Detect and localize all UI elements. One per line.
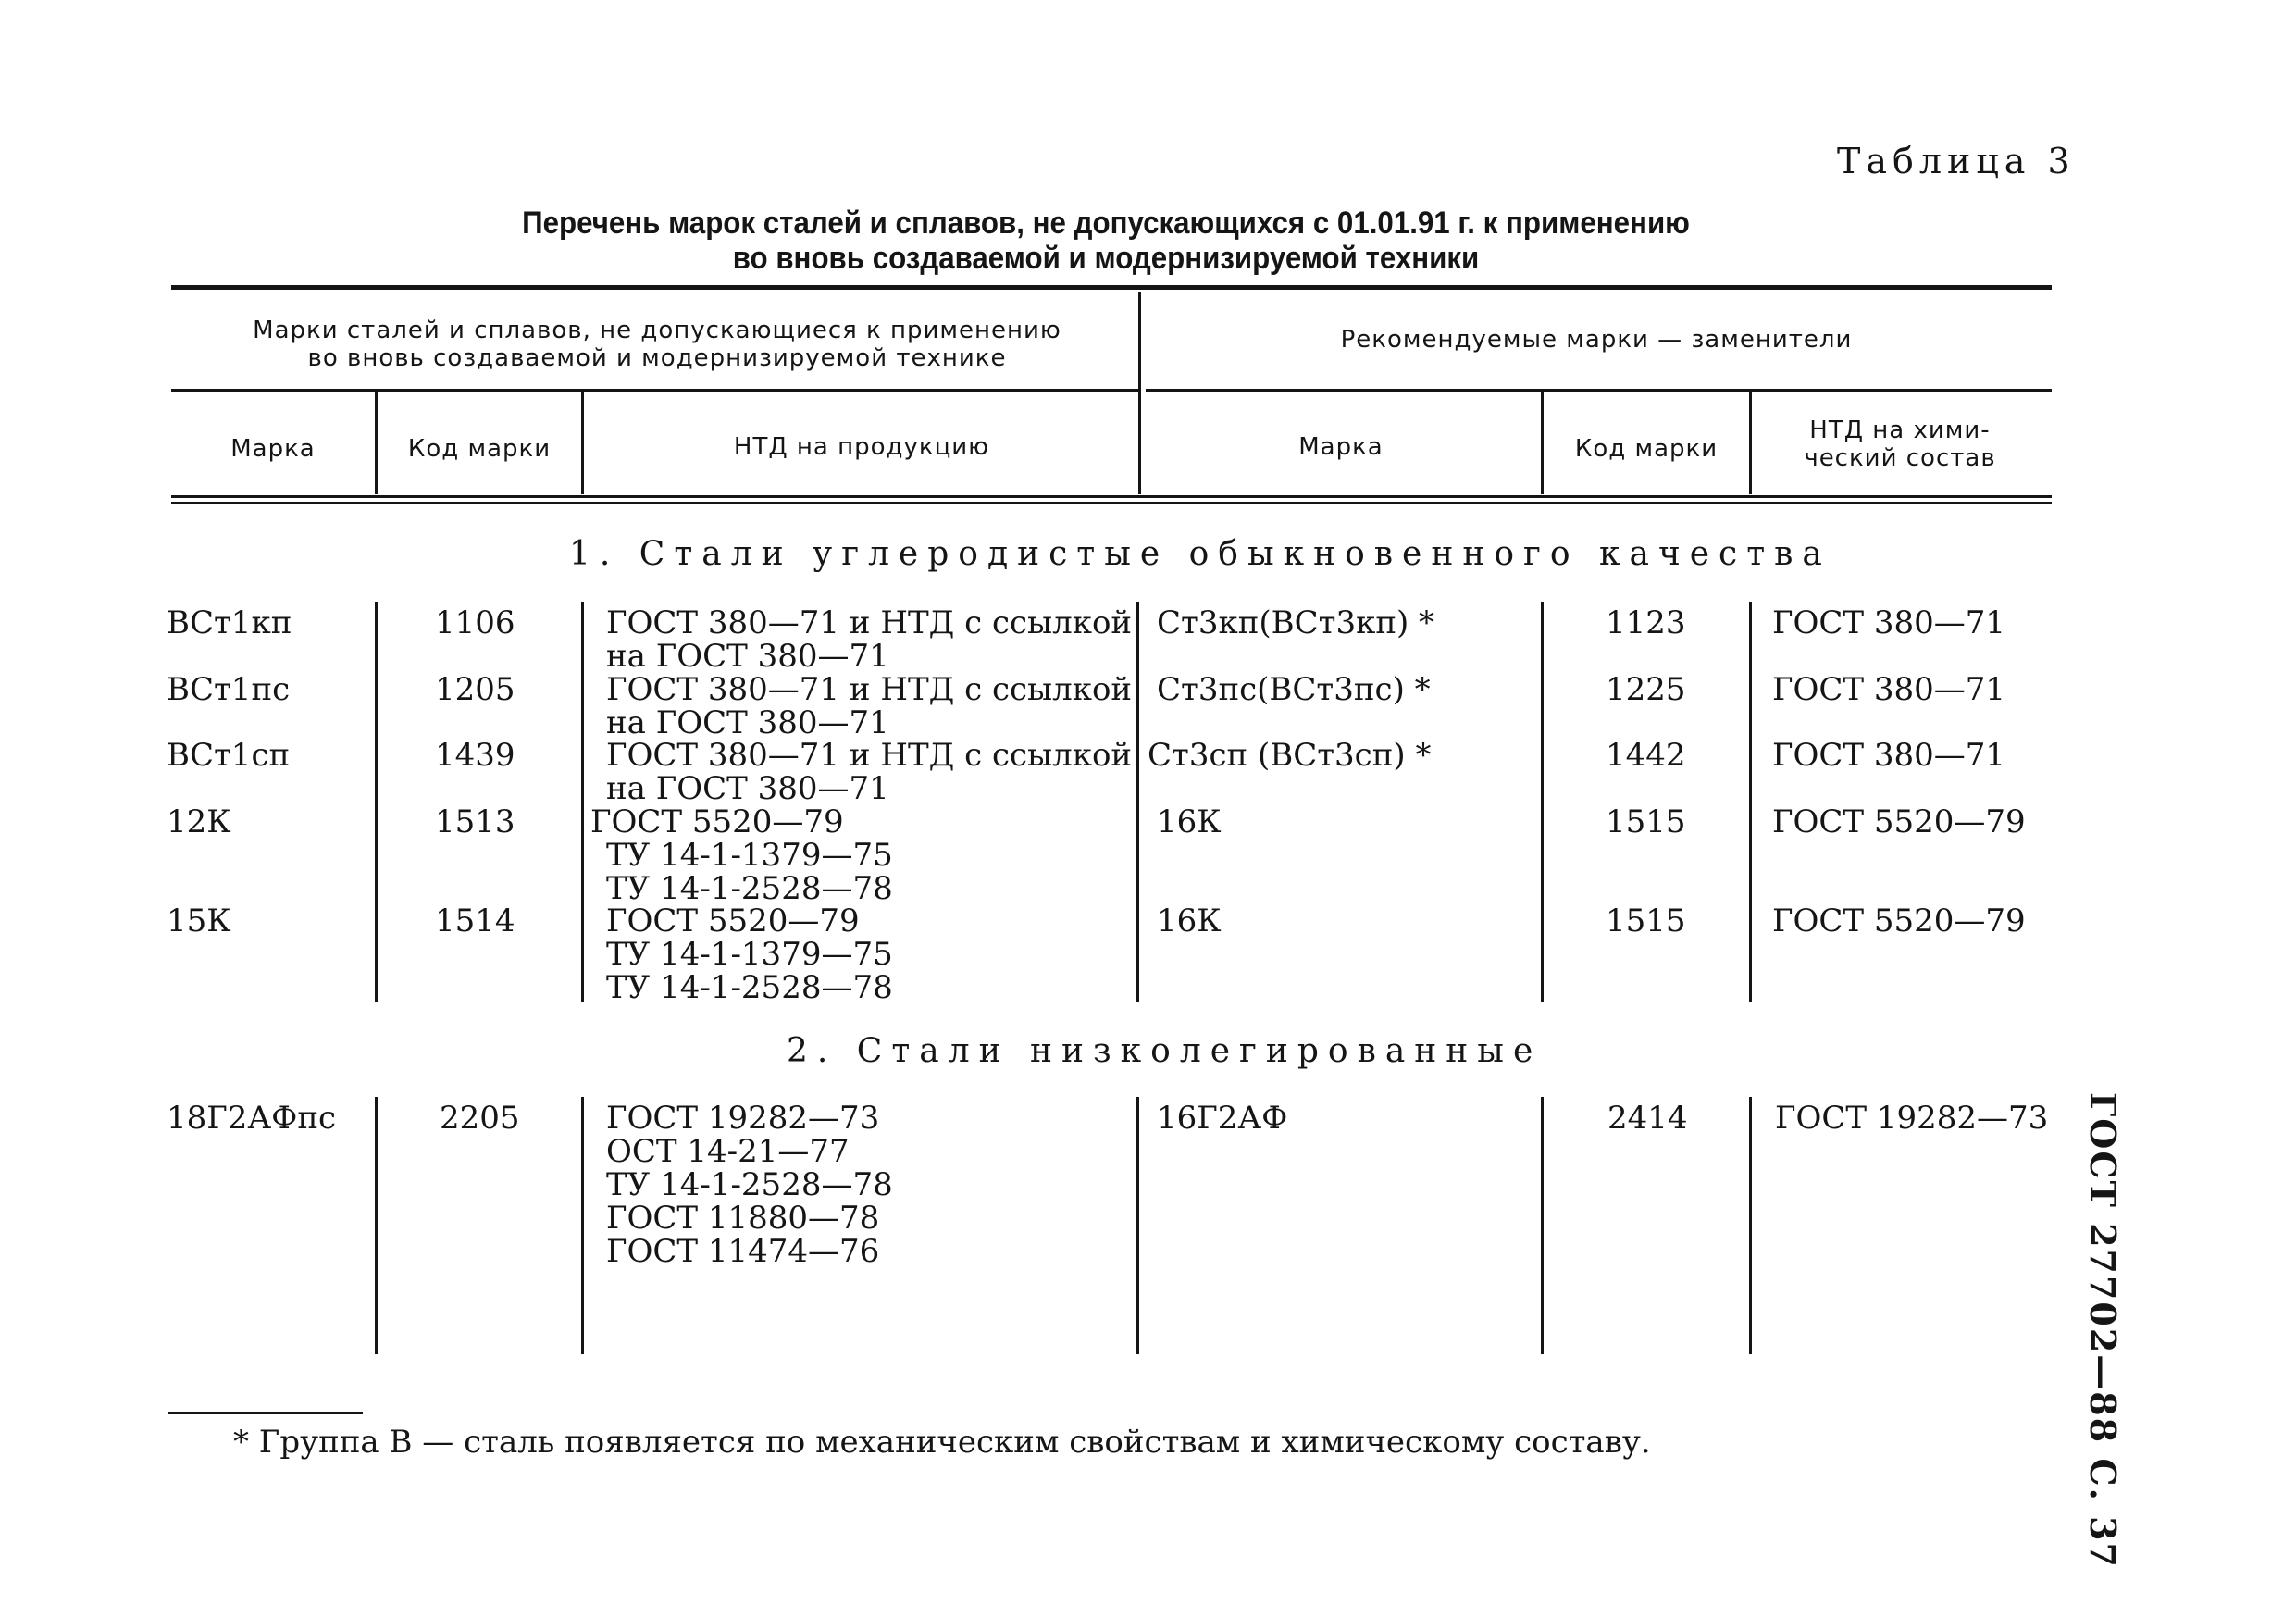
header-bottom-rule xyxy=(171,495,2052,498)
table-row-2-ntd-line-2: на ГОСТ 380—71 xyxy=(606,704,889,741)
table-row-1-mark: ВСт1кп xyxy=(167,604,292,641)
body1-vline-1 xyxy=(375,602,378,1002)
table-row-2-rec-code: 1225 xyxy=(1606,671,1686,708)
table-row-1-rec-code: 1123 xyxy=(1606,604,1686,641)
table-row-3-ntd-line-2: на ГОСТ 380—71 xyxy=(606,770,889,807)
body2-vline-4 xyxy=(1541,1097,1544,1354)
table-row-2-mark: ВСт1пс xyxy=(167,671,291,708)
body2-vline-1 xyxy=(375,1097,378,1354)
table-row-4-ntd-line-2: ТУ 14-1-1379—75 xyxy=(606,837,893,874)
table-row-5-ntd-line-2: ТУ 14-1-1379—75 xyxy=(606,936,893,973)
table-row-2-rec-ntd: ГОСТ 380—71 xyxy=(1772,671,2006,708)
header-group-left-line-2: во вновь создаваемой и модернизируемой технике xyxy=(307,344,1007,372)
table-row-6-mark: 18Г2АФпс xyxy=(167,1100,337,1137)
table-row-4-ntd-line-3: ТУ 14-1-2528—78 xyxy=(606,870,893,907)
body1-vline-3 xyxy=(1136,602,1139,1002)
header-col-mark: Марка xyxy=(230,435,316,463)
section-1-title: 1. Стали углеродистые обыкновенного качества xyxy=(569,535,1831,573)
table-row-4-ntd-line-1: ГОСТ 5520—79 xyxy=(590,803,844,840)
table-row-5-ntd-line-1: ГОСТ 5520—79 xyxy=(606,902,860,940)
header-col-rec-code: Код марки xyxy=(1574,435,1719,463)
header-col-rec-ntd xyxy=(1752,417,2048,472)
header-col-rec-mark: Марка xyxy=(1298,433,1384,461)
table-row-2-ntd xyxy=(606,673,1132,740)
table-row-5-ntd-line-3: ТУ 14-1-2528—78 xyxy=(606,969,893,1006)
header-col-rec-ntd-line-1: НТД на хими- xyxy=(1809,417,1991,444)
footnote: * Группа В — сталь появляется по механическим свойствам и химическому составу. xyxy=(233,1424,1651,1461)
table-title-line-2: во вновь создаваемой и модернизируемой техники xyxy=(732,241,1480,276)
table-row-6-ntd xyxy=(606,1101,893,1268)
table-row-2-rec-mark: Ст3пс(ВСт3пс) * xyxy=(1157,671,1431,708)
table-row-4-code: 1513 xyxy=(435,803,515,840)
table-row-6-rec-code: 2414 xyxy=(1607,1100,1688,1137)
section-2-title: 2. Стали низколегированные xyxy=(787,1032,1543,1070)
table-row-4-rec-mark: 16К xyxy=(1157,803,1222,840)
table-row-2-code: 1205 xyxy=(435,671,515,708)
table-row-5-rec-code: 1515 xyxy=(1606,902,1686,940)
table-row-4-mark: 12К xyxy=(167,803,231,840)
table-row-3-rec-ntd: ГОСТ 380—71 xyxy=(1772,737,2006,774)
table-row-5-rec-mark: 16К xyxy=(1157,902,1222,940)
table-row-5-rec-ntd: ГОСТ 5520—79 xyxy=(1772,902,2026,940)
table-row-3-ntd-line-1: ГОСТ 380—71 и НТД с ссылкой xyxy=(606,737,1133,774)
header-bottom-rule-2 xyxy=(171,502,2052,504)
header-group-left-line-1: Марки сталей и сплавов, не допускающиеся к применению xyxy=(253,317,1061,344)
header-col-rec-ntd-line-2: ческий состав xyxy=(1804,444,1996,472)
table-row-3-rec-code: 1442 xyxy=(1606,737,1686,774)
table-row-6-ntd-line-1: ГОСТ 19282—73 xyxy=(606,1100,880,1137)
table-row-1-ntd-line-1: ГОСТ 380—71 и НТД с ссылкой xyxy=(606,604,1133,641)
table-row-1-code: 1106 xyxy=(435,604,515,641)
body2-vline-3 xyxy=(1136,1097,1139,1354)
table-row-6-rec-ntd: ГОСТ 19282—73 xyxy=(1775,1100,2049,1137)
body2-vline-5 xyxy=(1749,1097,1752,1354)
table-row-1-rec-mark: Ст3кп(ВСт3кп) * xyxy=(1157,604,1435,641)
body1-vline-4 xyxy=(1541,602,1544,1002)
header-group-rule-left xyxy=(171,389,1138,392)
table-row-1-ntd xyxy=(606,606,1132,673)
table-row-3-rec-mark: Ст3сп (ВСт3сп) * xyxy=(1148,737,1432,774)
table-row-5-ntd xyxy=(606,904,893,1004)
table-row-3-ntd xyxy=(606,739,1132,805)
table-row-6-ntd-line-3: ТУ 14-1-2528—78 xyxy=(606,1166,893,1203)
table-row-3-code: 1439 xyxy=(435,737,515,774)
body1-vline-5 xyxy=(1749,602,1752,1002)
footnote-rule xyxy=(168,1412,363,1414)
header-vline-center xyxy=(1138,292,1141,494)
header-group-left xyxy=(176,317,1138,372)
body2-vline-2 xyxy=(581,1097,584,1354)
table-row-6-ntd-line-5: ГОСТ 11474—76 xyxy=(606,1233,880,1270)
table-row-5-code: 1514 xyxy=(435,902,515,940)
table-row-6-ntd-line-2: ОСТ 14-21—77 xyxy=(606,1133,850,1170)
document-code-side-label: ГОСТ 27702—88 С. 37 xyxy=(2082,1092,2124,1569)
table-row-3-mark: ВСт1сп xyxy=(167,737,291,774)
table-number: Таблица 3 xyxy=(1837,141,2076,181)
header-group-rule-right xyxy=(1146,389,2052,392)
table-row-4-ntd xyxy=(590,805,893,905)
table-row-2-ntd-line-1: ГОСТ 380—71 и НТД с ссылкой xyxy=(606,671,1133,708)
table-top-rule xyxy=(171,285,2052,290)
header-col-code: Код марки xyxy=(407,435,552,463)
table-row-6-code: 2205 xyxy=(440,1100,520,1137)
table-row-6-ntd-line-4: ГОСТ 11880—78 xyxy=(606,1200,880,1237)
table-row-1-rec-ntd: ГОСТ 380—71 xyxy=(1772,604,2006,641)
table-row-4-rec-code: 1515 xyxy=(1606,803,1686,840)
body1-vline-2 xyxy=(581,602,584,1002)
table-title-line-1: Перечень марок сталей и сплавов, не допускающихся с 01.01.91 г. к применению xyxy=(522,205,1690,241)
header-col-ntd: НТД на продукцию xyxy=(733,433,990,461)
table-row-4-rec-ntd: ГОСТ 5520—79 xyxy=(1772,803,2026,840)
header-group-right: Рекомендуемые марки — заменители xyxy=(1340,326,1853,354)
table-row-1-ntd-line-2: на ГОСТ 380—71 xyxy=(606,638,889,675)
table-row-5-mark: 15К xyxy=(167,902,231,940)
table-row-6-rec-mark: 16Г2АФ xyxy=(1157,1100,1288,1137)
